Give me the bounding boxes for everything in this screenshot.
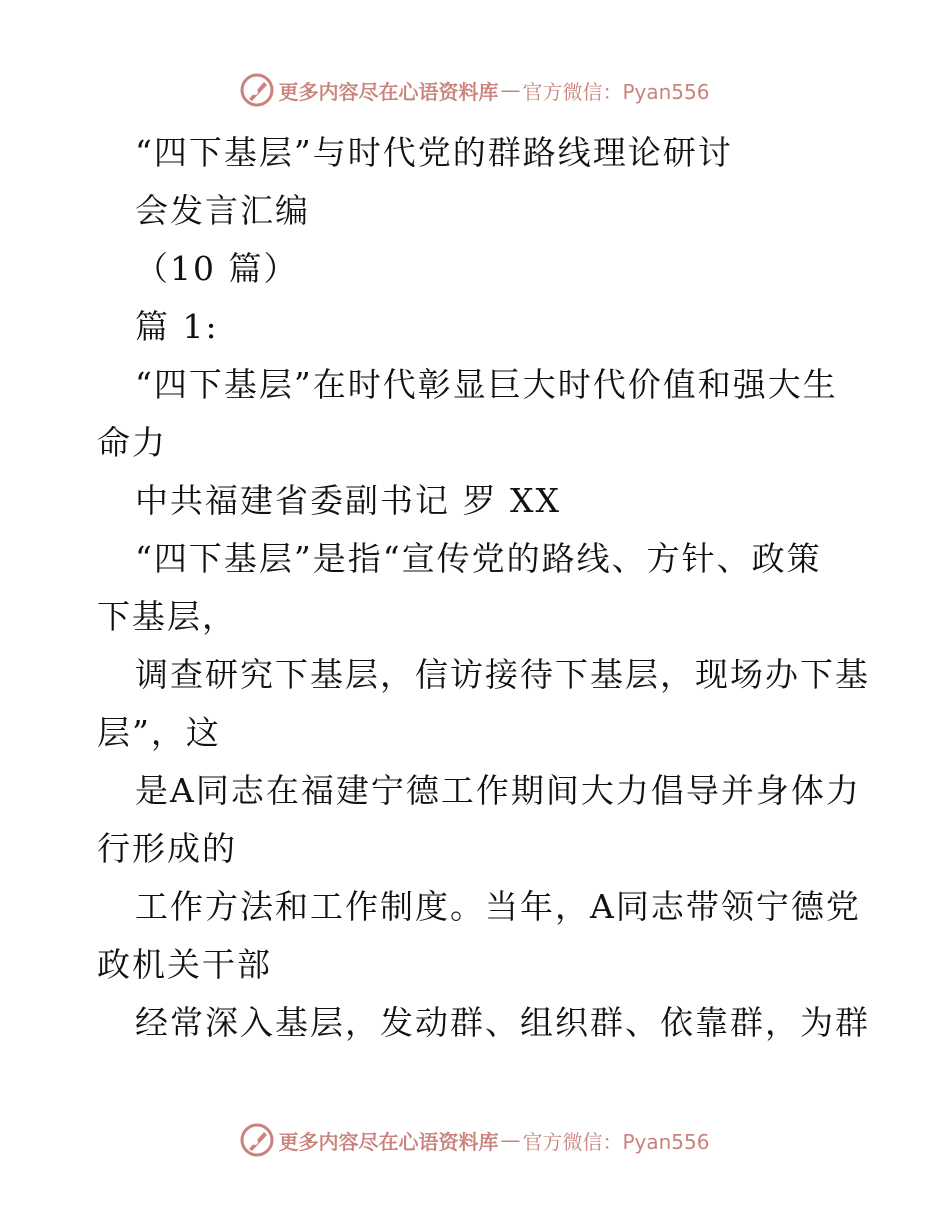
watermark-contact: 官方微信：Pyan556 [522,79,710,104]
watermark-contact: 官方微信：Pyan556 [522,1129,710,1154]
watermark-dash: — [500,1128,521,1152]
paragraph-line: 工作方法和工作制度。当年，A同志带领宁德党 [135,887,861,926]
footer-watermark [0,1120,950,1160]
paragraph-line: 是A同志在福建宁德工作期间大力倡导并身体力 [135,771,861,810]
header-watermark [0,70,950,110]
paragraph-line: 下基层， [97,597,237,636]
document-body [97,124,870,1052]
section-label: 篇 1: [135,307,219,346]
pen-logo-icon [240,1123,274,1157]
doc-count: （10 篇） [135,249,299,288]
article-title-line-2: 命力 [97,423,167,462]
paragraph-line: 行形成的 [97,829,237,868]
article-title-line-1: “四下基层”在时代彰显巨大时代价值和强大生 [135,365,838,404]
paragraph-line: 经常深入基层，发动群、组织群、依靠群，为群 [135,1003,870,1042]
article-author: 中共福建省委副书记 罗 XX [135,481,561,520]
paragraph-line: “四下基层”是指“宣传党的路线、方针、政策 [135,539,822,578]
paragraph-line: 层”，这 [97,713,221,752]
doc-title-line-1: “四下基层”与时代党的群路线理论研讨 [135,133,733,172]
paragraph-line: 调查研究下基层，信访接待下基层，现场办下基 [135,655,870,694]
watermark-brand: 更多内容尽在心语资料库 [278,1129,499,1154]
paragraph-line: 政机关干部 [97,945,272,984]
watermark-dash: — [500,78,521,102]
watermark-brand: 更多内容尽在心语资料库 [278,79,499,104]
doc-title-line-2: 会发言汇编 [135,191,310,230]
pen-logo-icon [240,73,274,107]
